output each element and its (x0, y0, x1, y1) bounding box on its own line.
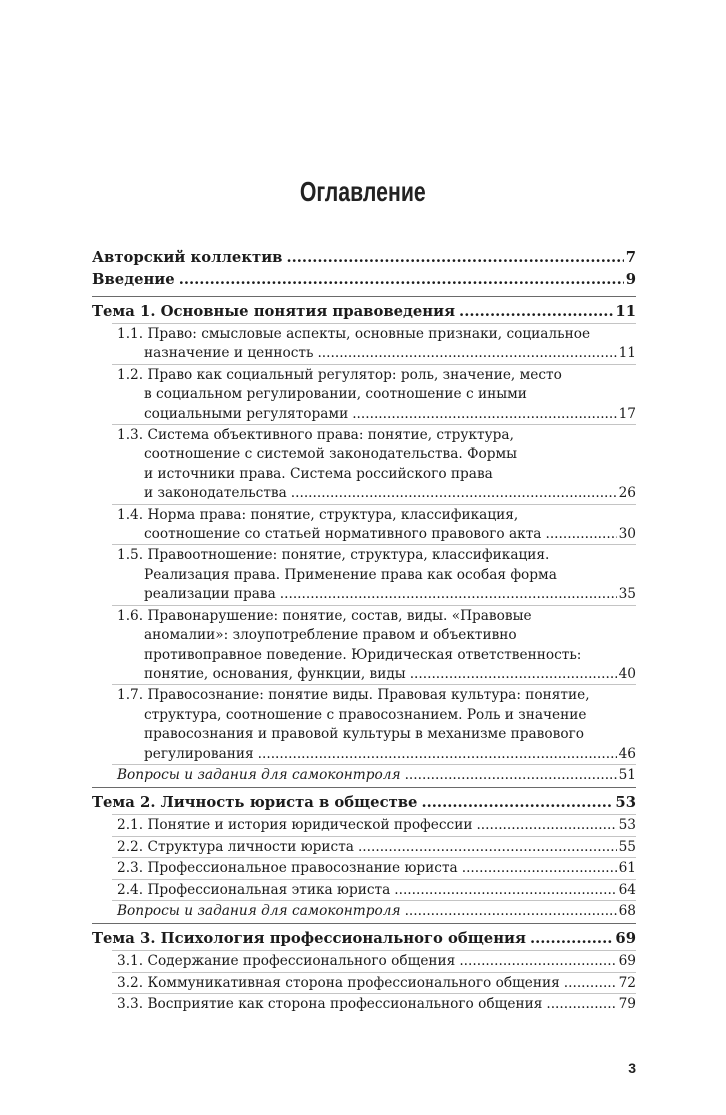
page-ref: 11 (618, 345, 636, 362)
toc-review-questions-1 (112, 764, 636, 785)
section-title-line: в социальном регулировании, соотношение с иными (144, 386, 527, 403)
toc-section-1-1 (112, 323, 636, 364)
toc-section-1-2 (112, 364, 636, 424)
dot-leader (394, 881, 616, 900)
page-number: 3 (628, 1060, 636, 1076)
page-ref: 35 (618, 586, 636, 603)
section-title-text: 2.4. Профессиональная этика юриста (117, 881, 391, 898)
page-ref: 40 (618, 665, 636, 682)
dot-leader (352, 405, 616, 424)
section-title-line: Реализация права. Применение права как особая форма (144, 566, 557, 583)
toc-section-1-4 (112, 504, 636, 545)
page-ref: 79 (618, 996, 636, 1013)
topic-sections (112, 814, 636, 921)
page-ref: 69 (615, 930, 636, 948)
page-ref: 26 (618, 485, 636, 502)
page-ref: 55 (618, 838, 636, 855)
table-of-contents (92, 247, 636, 1015)
section-title-line (112, 974, 636, 993)
front-matter-entries (92, 247, 636, 296)
section-title-text: и законодательства (144, 485, 287, 502)
toc-review-questions-2 (112, 900, 636, 921)
section-title-text: понятие, основания, функции, виды (144, 665, 406, 682)
section-title-line (112, 816, 636, 835)
page-ref: 9 (625, 271, 636, 288)
section-title-text: 3.3. Восприятие как сторона профессионального общения (117, 996, 543, 1013)
dot-leader (317, 344, 616, 363)
topic-title: Тема 2. Личность юриста в обществе (92, 794, 418, 812)
dot-leader (179, 269, 624, 291)
section-title-text: 3.2. Коммуникативная сторона профессионального общения (117, 974, 560, 991)
dot-leader (358, 838, 617, 857)
dot-leader (459, 301, 613, 323)
section-title-text: соотношение со статьей нормативного правового акта (144, 526, 542, 543)
page-ref: 30 (618, 526, 636, 543)
section-title-text: 2.3. Профессиональное правосознание юриста (117, 860, 458, 877)
section-title-line: 1.7. Правосознание: понятие виды. Правовая культура: понятие, (117, 687, 590, 704)
section-title-line: аномалии»: злоупотребление правом и объективно (144, 627, 517, 644)
toc-section-2-2 (112, 836, 636, 857)
dot-leader (530, 928, 613, 950)
dot-leader (258, 745, 617, 764)
section-title-line (112, 484, 636, 503)
toc-section-1-6 (112, 605, 636, 685)
toc-section-1-5 (112, 544, 636, 604)
page-ref: 69 (618, 953, 636, 970)
entry-label: Введение (92, 271, 175, 288)
section-title-line (112, 665, 636, 684)
section-title-line (112, 859, 636, 878)
section-title-line: 1.3. Система объективного права: понятие, структура, (117, 427, 514, 444)
dot-leader (291, 484, 617, 503)
toc-section-3-1 (112, 950, 636, 971)
section-title-line: 1.6. Правонарушение: понятие, состав, виды. «Правовые (117, 607, 532, 624)
section-title-line: структура, соотношение с правосознанием. Роль и значение (144, 706, 587, 723)
section-title-line (112, 881, 636, 900)
section-title-text: 2.2. Структура личности юриста (117, 838, 354, 855)
page-ref: 61 (618, 860, 636, 877)
toc-topic-3 (92, 923, 636, 1014)
page-ref: 72 (618, 974, 636, 991)
section-title-text: назначение и ценность (144, 345, 314, 362)
review-questions-line (112, 766, 636, 785)
page-ref: 51 (618, 766, 636, 783)
dot-leader (405, 902, 617, 921)
section-title-text: социальными регуляторами (144, 405, 349, 422)
section-title-line (112, 525, 636, 544)
page-title (0, 170, 726, 212)
section-title-text: регулирования (144, 745, 254, 762)
topic-heading (92, 792, 636, 814)
entry-label: Авторский коллектив (92, 249, 283, 266)
page-ref: 17 (618, 405, 636, 422)
review-questions-label: Вопросы и задания для самоконтроля (117, 766, 401, 783)
page-ref: 68 (618, 902, 636, 919)
section-title-line: противоправное поведение. Юридическая ответственность: (144, 646, 582, 663)
dot-leader (459, 952, 616, 971)
dot-leader (462, 859, 617, 878)
toc-section-1-7 (112, 684, 636, 764)
topic-title: Тема 1. Основные понятия правоведения (92, 303, 456, 320)
toc-topic-1 (92, 296, 636, 785)
toc-section-2-4 (112, 879, 636, 900)
page-ref: 11 (615, 303, 636, 320)
section-title-line: 1.5. Правоотношение: понятие, структура, классификация. (117, 547, 550, 564)
section-title-line (112, 405, 636, 424)
section-title-text: 3.1. Содержание профессионального общения (117, 953, 456, 970)
dot-leader (545, 525, 616, 544)
section-title-line: 1.2. Право как социальный регулятор: роль, значение, место (117, 366, 562, 383)
toc-section-1-3 (112, 424, 636, 504)
dot-leader (546, 995, 616, 1014)
section-title-line: правосознания и правовой культуры в механизме правового (144, 726, 584, 743)
toc-section-2-3 (112, 857, 636, 878)
dot-leader (476, 816, 616, 835)
page-ref: 53 (615, 794, 636, 812)
section-title-line: 1.1. Право: смысловые аспекты, основные признаки, социальное (117, 326, 591, 342)
section-title-line: и источники права. Система российского права (144, 465, 493, 482)
section-title-line (112, 995, 636, 1014)
toc-section-3-3 (112, 993, 636, 1014)
section-title-line (112, 585, 636, 604)
section-title-line (112, 745, 636, 764)
section-title-text: реализации права (144, 586, 276, 603)
page-ref: 46 (618, 745, 636, 762)
review-questions-label: Вопросы и задания для самоконтроля (117, 902, 401, 919)
dot-leader (421, 792, 613, 814)
section-title-line (112, 344, 636, 363)
toc-section-2-1 (112, 814, 636, 835)
toc-entry-introduction (92, 269, 636, 291)
topic-heading (92, 301, 636, 323)
page-ref: 53 (618, 817, 636, 834)
review-questions-line (112, 902, 636, 921)
dot-leader (280, 585, 617, 604)
topic-sections (112, 323, 636, 785)
topic-heading (92, 928, 636, 950)
dot-leader (564, 974, 617, 993)
dot-leader (286, 247, 623, 269)
topic-title: Тема 3. Психология профессионального общения (92, 930, 526, 948)
page-title-text: Оглавление (300, 176, 426, 207)
toc-entry-authors (92, 247, 636, 269)
page-ref: 64 (618, 881, 636, 898)
page-ref: 7 (625, 249, 636, 266)
toc-topic-2 (92, 787, 636, 921)
topic-sections (112, 950, 636, 1014)
section-title-text: 2.1. Понятие и история юридической профессии (117, 817, 473, 834)
section-title-line: соотношение с системой законодательства. Формы (144, 446, 518, 463)
section-title-line (112, 838, 636, 857)
section-title-line (112, 952, 636, 971)
section-title-line: 1.4. Норма права: понятие, структура, классификация, (117, 506, 519, 523)
toc-section-3-2 (112, 972, 636, 993)
dot-leader (410, 665, 617, 684)
dot-leader (405, 766, 617, 785)
